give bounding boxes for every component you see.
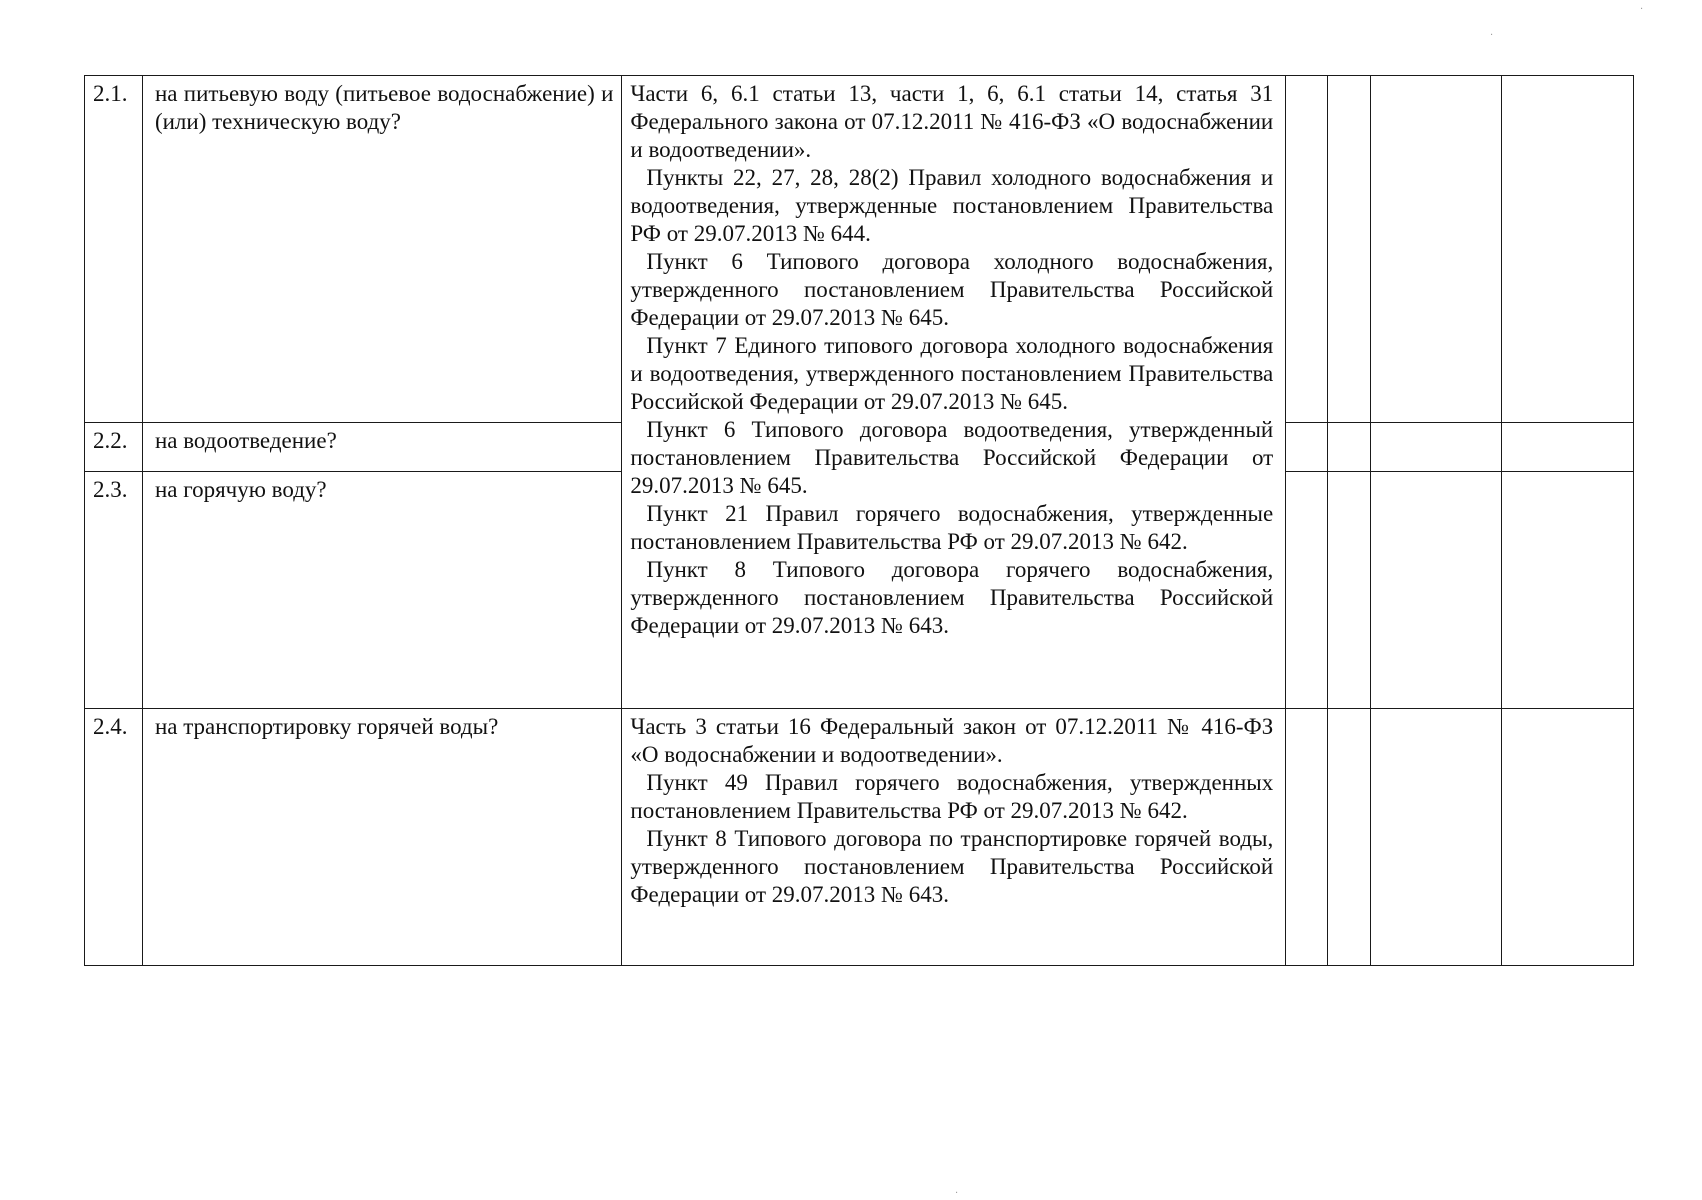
question-text: на водоотведение?	[142, 423, 621, 472]
answer-na-cell	[1370, 423, 1502, 472]
answer-na-cell	[1370, 472, 1502, 709]
legal-basis-cell	[622, 709, 1286, 966]
legal-paragraph: Часть 3 статьи 16 Федеральный закон от 07.12.2011 № 416-ФЗ «О водоснабжении и водоотведении».	[630, 714, 1274, 767]
table-row	[85, 709, 1634, 966]
answer-no-cell	[1328, 709, 1370, 966]
row-number: 2.4.	[85, 709, 143, 966]
answer-yes-cell	[1286, 76, 1328, 423]
answer-yes-cell	[1286, 472, 1328, 709]
scan-speck: ·	[1490, 30, 1494, 41]
question-text: на горячую воду?	[142, 472, 621, 709]
legal-paragraph: Пункт 6 Типового договора водоотведения, утвержденный постановлением Правительства Российской Федерации от 29.07.2013 № 645.	[630, 417, 1274, 498]
note-cell	[1502, 423, 1634, 472]
legal-paragraph: Пункт 21 Правил горячего водоснабжения, утвержденные постановлением Правительства РФ от 29.07.2013 № 642.	[630, 501, 1274, 554]
note-cell	[1502, 709, 1634, 966]
table-row	[85, 76, 1634, 423]
row-number: 2.3.	[85, 472, 143, 709]
legal-paragraph: Пункты 22, 27, 28, 28(2) Правил холодного водоснабжения и водоотведения, утвержденные постановлением Правительства РФ от 29.07.2013 № 644.	[630, 165, 1274, 246]
legal-paragraph: Пункт 8 Типового договора горячего водоснабжения, утвержденного постановлением Правительства Российской Федерации от 29.07.2013 № 643.	[630, 557, 1274, 638]
row-number: 2.2.	[85, 423, 143, 472]
scan-speck: ·	[955, 1188, 959, 1199]
answer-yes-cell	[1286, 423, 1328, 472]
answer-yes-cell	[1286, 709, 1328, 966]
question-text: на транспортировку горячей воды?	[142, 709, 621, 966]
legal-basis-cell	[622, 76, 1286, 709]
legal-paragraph: Пункт 6 Типового договора холодного водоснабжения, утвержденного постановлением Правительства Российской Федерации от 29.07.2013 № 645.	[630, 249, 1274, 330]
answer-no-cell	[1328, 472, 1370, 709]
legal-paragraph: Пункт 8 Типового договора по транспортировке горячей воды, утвержденного постановлением Правительства Российской Федерации от 29.07.2013 № 643.	[630, 826, 1274, 907]
legal-paragraph: Пункт 7 Единого типового договора холодного водоснабжения и водоотведения, утвержденного постановлением Правительства Российской Федерации от 29.07.2013 № 645.	[630, 333, 1274, 414]
question-text: на питьевую воду (питьевое водоснабжение) и (или) техническую воду?	[142, 76, 621, 423]
legal-paragraph: Пункт 49 Правил горячего водоснабжения, утвержденных постановлением Правительства РФ от 29.07.2013 № 642.	[630, 770, 1274, 823]
answer-na-cell	[1370, 76, 1502, 423]
answer-na-cell	[1370, 709, 1502, 966]
answer-no-cell	[1328, 423, 1370, 472]
legal-paragraph: Части 6, 6.1 статьи 13, части 1, 6, 6.1 статьи 14, статья 31 Федерального закона от 07.12.2011 № 416-ФЗ «О водоснабжении и водоотведении».	[630, 81, 1274, 162]
note-cell	[1502, 472, 1634, 709]
answer-no-cell	[1328, 76, 1370, 423]
scan-speck: ·	[1640, 4, 1644, 15]
checklist-table	[84, 75, 1634, 966]
row-number: 2.1.	[85, 76, 143, 423]
note-cell	[1502, 76, 1634, 423]
